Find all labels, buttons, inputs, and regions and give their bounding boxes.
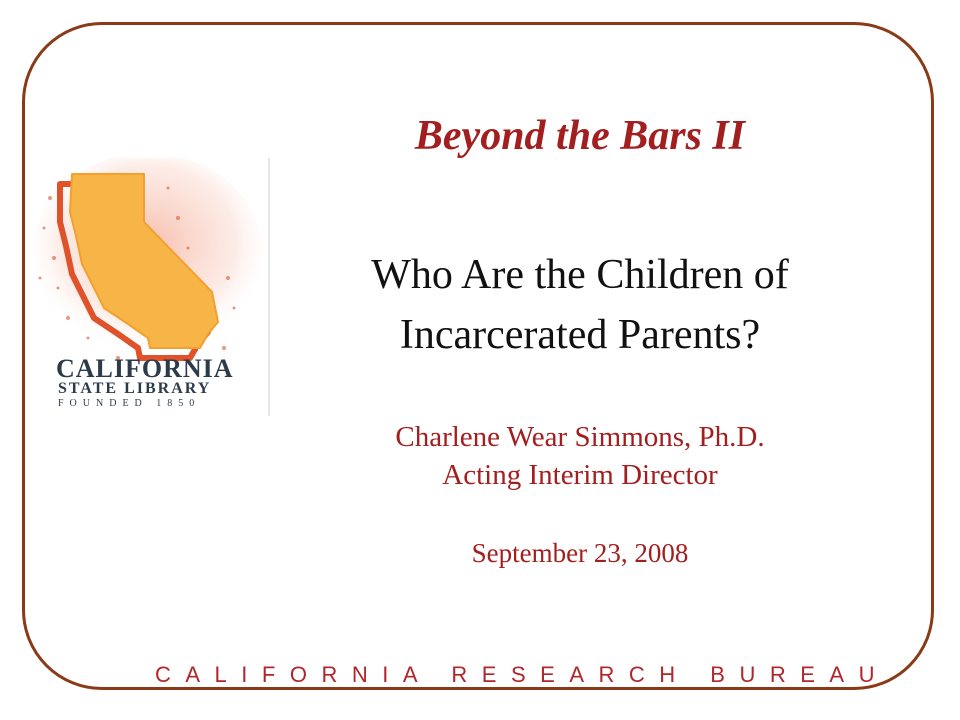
slide-title: Beyond the Bars II [414, 113, 746, 159]
presentation-date: September 23, 2008 [471, 538, 689, 568]
california-state-library-logo [28, 158, 270, 416]
logo-text-california: CALIFORNIA [56, 354, 234, 383]
author-role: Acting Interim Director [442, 459, 718, 491]
footer-organization: CALIFORNIA RESEARCH BUREAU [155, 662, 889, 687]
author-name: Charlene Wear Simmons, Ph.D. [395, 421, 765, 453]
logo-divider [268, 158, 270, 416]
author-block [280, 418, 880, 494]
subtitle-line-2: Incarcerated Parents? [399, 312, 761, 358]
logo-text-founded: FOUNDED 1850 [58, 398, 201, 409]
logo-text-state-library: STATE LIBRARY [58, 380, 212, 397]
slide-subtitle [280, 245, 880, 365]
subtitle-line-1: Who Are the Children of [371, 252, 789, 298]
